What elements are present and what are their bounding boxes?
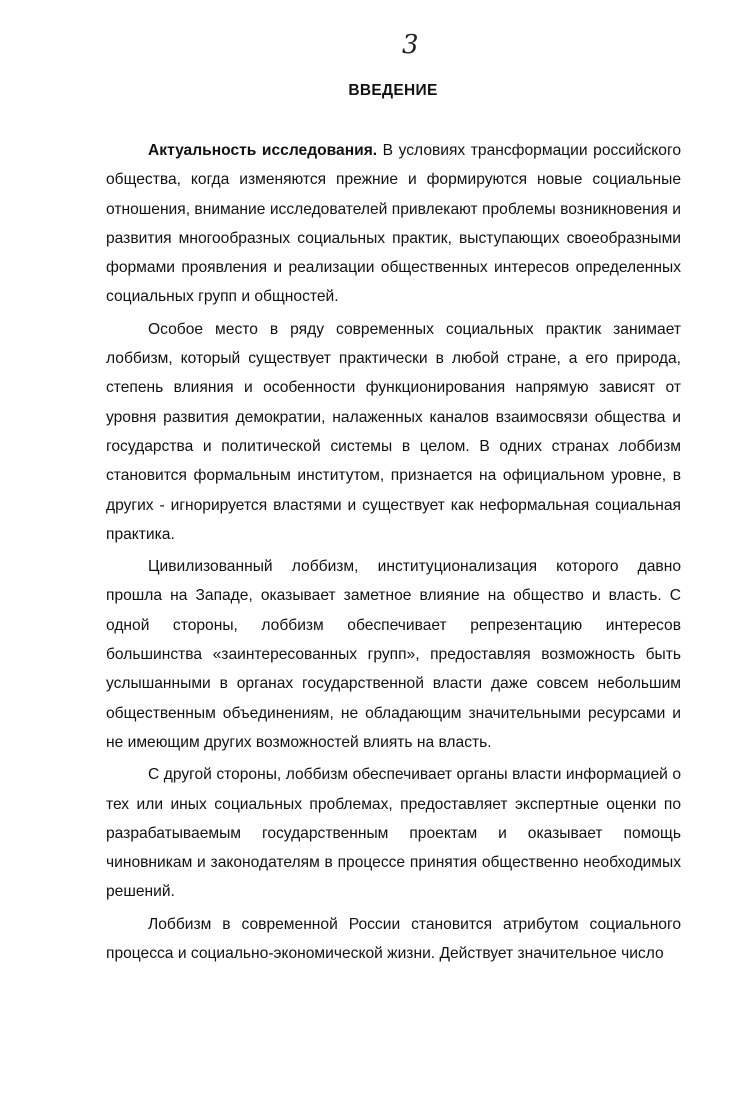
paragraph-relevance	[106, 136, 681, 312]
paragraph-lead: Актуальность исследования.	[148, 142, 378, 159]
paragraph-text: В условиях трансформации российского общества, когда изменяются прежние и формируются новые социальные отношения, внимание исследователей привлекают проблемы возникновения и развития многообразных социальных практик, выступающих своеобразными формами проявления и реализации общественных интересов определенных социальных групп и общностей.	[106, 142, 681, 306]
document-body	[106, 136, 681, 968]
paragraph-other-side: С другой стороны, лоббизм обеспечивает органы власти информацией о тех или иных социальных проблемах, предоставляет экспертные оценки по разрабатываемым государственным проектам и оказывает помощь чиновникам и законодателям в процессе принятия общественно необходимых решений.	[106, 766, 681, 901]
paragraph-civilized-lobbyism: Цивилизованный лоббизм, институционализация которого давно прошла на Западе, оказывает заметное влияние на общество и власть. С одной стороны, лоббизм обеспечивает репрезентацию интересов большинства «заинтересованных групп», предоставляя возможность быть услышанными в органах государственной власти даже совсем небольшим общественным объединениям, не обладающим значительными ресурсами и не имеющим других возможностей влиять на власть.	[106, 558, 681, 751]
page-number: 3	[402, 30, 419, 60]
paragraph-lobbyism-place: Особое место в ряду современных социальных практик занимает лоббизм, который существует практически в любой стране, а его природа, степень влияния и особенности функционирования напрямую зависят от уровня развития демократии, налаженных каналов взаимосвязи общества и государства и политической системы в целом. В одних странах лоббизм становится формальным институтом, признается на официальном уровне, в других - игнорируется властями и существует как неформальная социальная практика.	[106, 320, 681, 543]
paragraph-modern-russia: Лоббизм в современной России становится атрибутом социального процесса и социально-экономической жизни. Действует значительное число	[106, 915, 681, 963]
page-title: ВВЕДЕНИЕ	[348, 82, 438, 99]
